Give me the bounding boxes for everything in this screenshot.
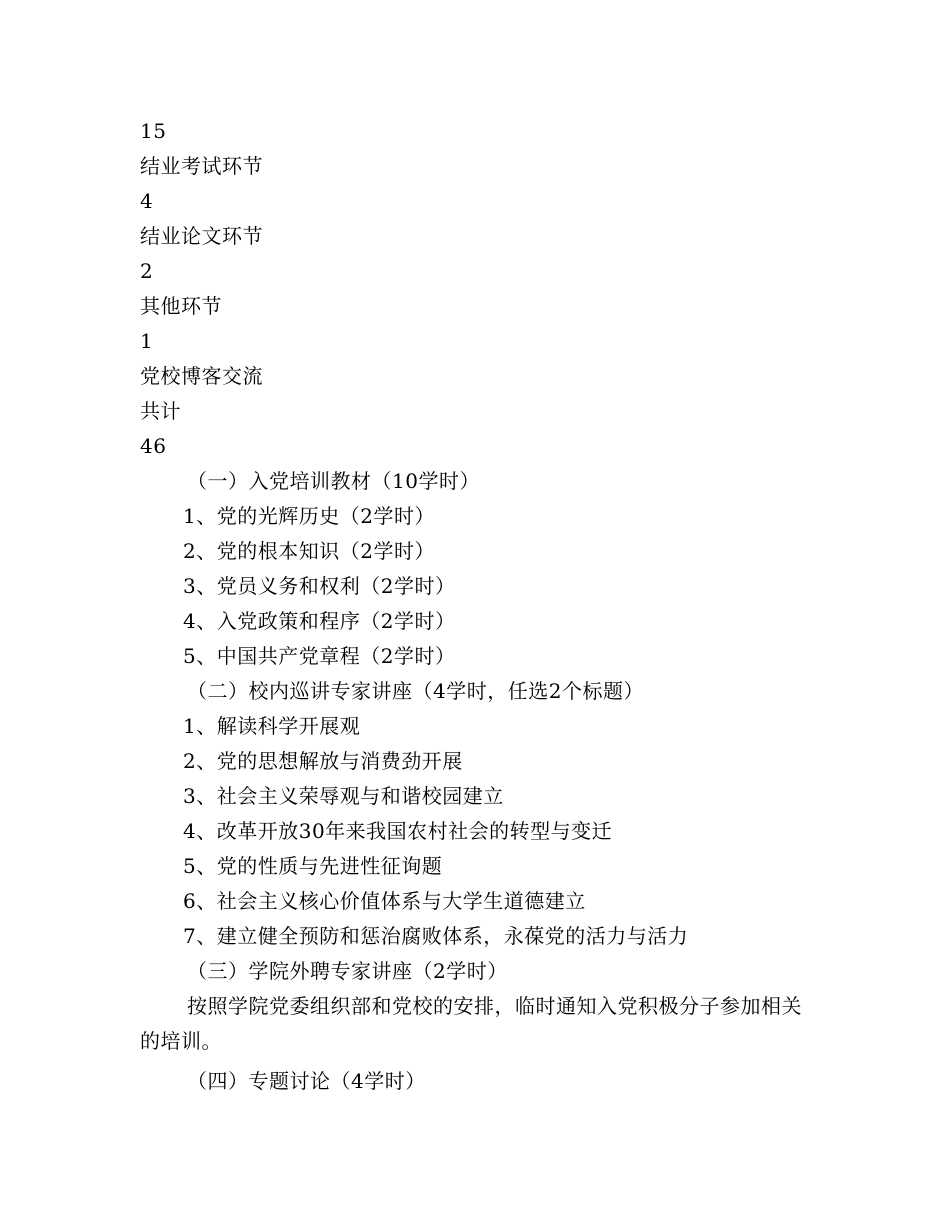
body-paragraph: 按照学院党委组织部和党校的安排，临时通知入党积极分子参加相关的培训。 bbox=[140, 994, 802, 1053]
list-item: 2、党的根本知识（2学时） bbox=[183, 539, 435, 563]
list-item: 4、改革开放30年来我国农村社会的转型与变迁 bbox=[183, 819, 613, 843]
table-cell-item: 结业考试环节 bbox=[140, 154, 263, 178]
list-item: 3、社会主义荣辱观与和谐校园建立 bbox=[183, 784, 504, 808]
section-heading: （一）入党培训教材（10学时） bbox=[187, 469, 480, 493]
list-item: 6、社会主义核心价值体系与大学生道德建立 bbox=[183, 889, 586, 913]
list-item: 5、党的性质与先进性征询题 bbox=[183, 854, 443, 878]
list-item: 1、解读科学开展观 bbox=[183, 714, 361, 738]
table-cell-item: 结业论文环节 bbox=[140, 224, 263, 248]
table-cell-item: 党校博客交流 bbox=[140, 364, 263, 388]
list-item: 3、党员义务和权利（2学时） bbox=[183, 574, 456, 598]
section-heading: （二）校内巡讲专家讲座（4学时，任选2个标题） bbox=[187, 679, 644, 703]
table-cell-item: 其他环节 bbox=[140, 294, 222, 318]
list-item: 7、建立健全预防和惩治腐败体系，永葆党的活力与活力 bbox=[183, 924, 689, 948]
table-cell-total-label: 共计 bbox=[140, 399, 181, 423]
table-cell-hours: 4 bbox=[140, 189, 154, 213]
table-cell-hours: 1 bbox=[140, 329, 154, 353]
table-cell-hours: 15 bbox=[140, 119, 167, 143]
list-item: 5、中国共产党章程（2学时） bbox=[183, 644, 456, 668]
section-heading: （四）专题讨论（4学时） bbox=[187, 1069, 426, 1093]
list-item: 4、入党政策和程序（2学时） bbox=[183, 609, 456, 633]
table-cell-hours: 2 bbox=[140, 259, 154, 283]
section-heading: （三）学院外聘专家讲座（2学时） bbox=[187, 959, 508, 983]
list-item: 1、党的光辉历史（2学时） bbox=[183, 504, 435, 528]
table-cell-total-value: 46 bbox=[140, 434, 167, 458]
list-item: 2、党的思想解放与消费劲开展 bbox=[183, 749, 463, 773]
